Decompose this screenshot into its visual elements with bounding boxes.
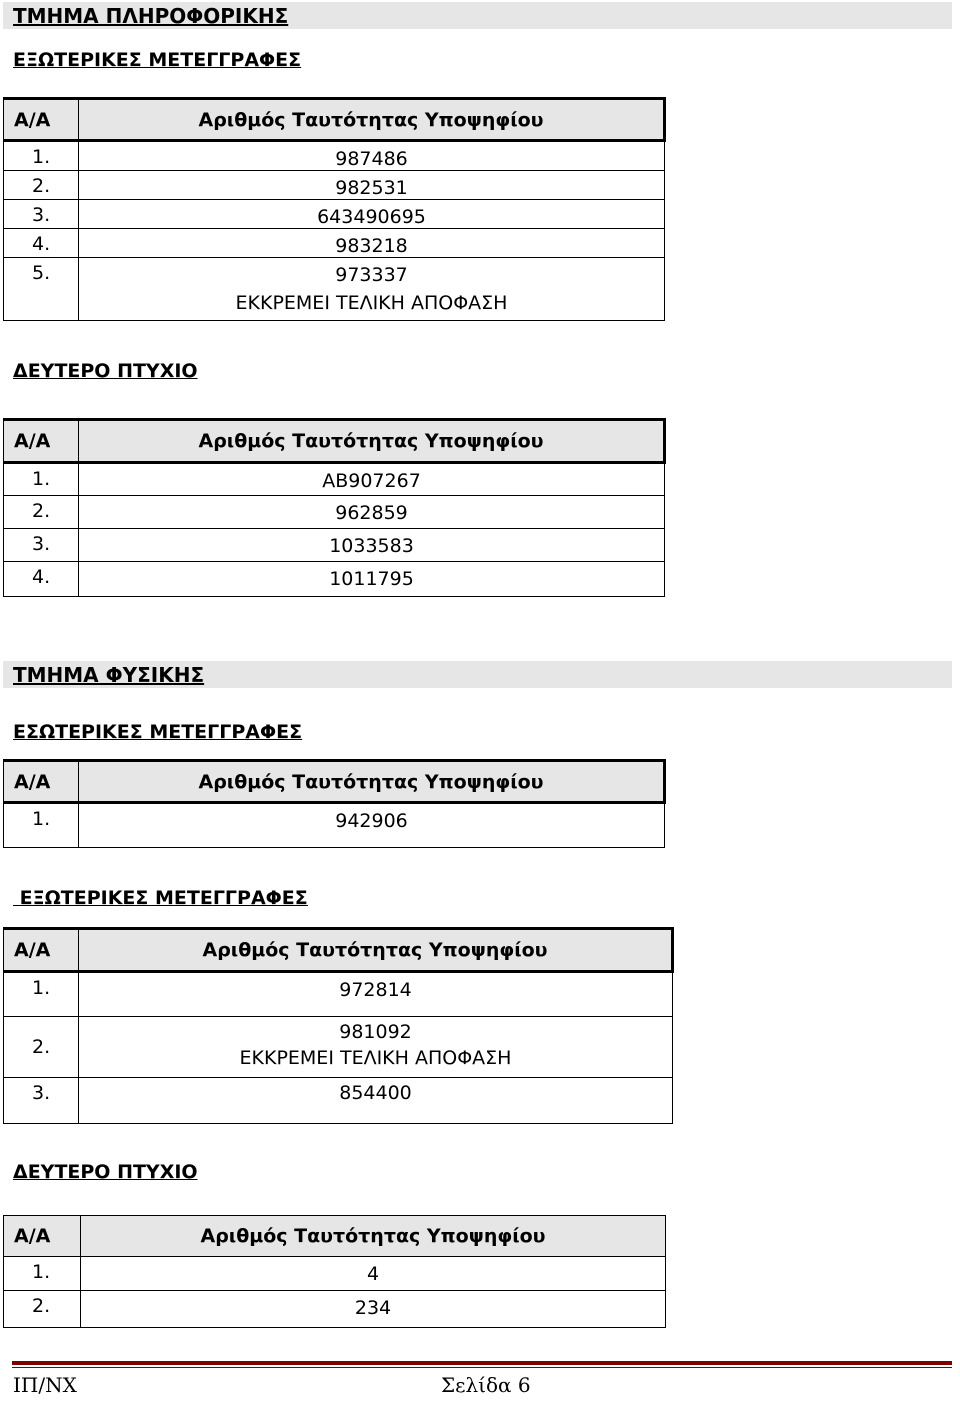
section-title-second-degree: ΔΕΥΤΕΡΟ ΠΤΥΧΙΟ — [13, 360, 198, 382]
section-title-second-degree: ΔΕΥΤΕΡΟ ΠΤΥΧΙΟ — [13, 1161, 198, 1183]
candidate-id: 973337 — [335, 264, 408, 286]
table-row — [4, 1291, 666, 1328]
table-row — [4, 258, 665, 321]
section-title-internal: ΕΣΩΤΕΡΙΚΕΣ ΜΕΤΕΓΓΡΑΦΕΣ — [13, 721, 303, 743]
col-header-id: Αριθμός Ταυτότητας Υποψηφίου — [79, 761, 665, 803]
section-title-external: ΕΞΩΤΕΡΙΚΕΣ ΜΕΤΕΓΓΡΑΦΕΣ — [13, 49, 302, 71]
department-title: ΤΜΗΜΑ ΦΥΣΙΚΗΣ — [3, 661, 952, 688]
candidate-id: 983218 — [79, 229, 665, 258]
row-number: 3. — [4, 200, 79, 229]
candidate-id: 942906 — [79, 803, 665, 848]
table-row — [4, 803, 665, 848]
col-header-aa: Α/Α — [4, 99, 79, 141]
candidate-cell — [79, 1017, 673, 1078]
row-number: 4. — [4, 562, 79, 597]
row-number: 1. — [4, 972, 79, 1017]
second-degree-table — [3, 1215, 666, 1328]
candidate-id: 1033583 — [79, 529, 665, 562]
candidate-id: 4 — [81, 1257, 666, 1291]
col-header-id: Αριθμός Ταυτότητας Υποψηφίου — [79, 929, 673, 972]
table-row — [4, 229, 665, 258]
table-row — [4, 200, 665, 229]
pending-decision-note: ΕΚΚΡΕΜΕΙ ΤΕΛΙΚΗ ΑΠΟΦΑΣΗ — [239, 1047, 512, 1069]
footer-rule — [12, 1361, 952, 1365]
row-number: 1. — [4, 1257, 81, 1291]
col-header-aa: Α/Α — [4, 929, 79, 972]
candidate-id: 962859 — [79, 496, 665, 529]
row-number: 4. — [4, 229, 79, 258]
col-header-aa: Α/Α — [4, 761, 79, 803]
table-row — [4, 1017, 673, 1078]
candidate-id: 234 — [81, 1291, 666, 1328]
footer-rule-thin — [12, 1367, 952, 1368]
row-number: 5. — [4, 258, 79, 321]
table-row — [4, 562, 665, 597]
row-number: 2. — [4, 171, 79, 200]
pending-decision-note: ΕΚΚΡΕΜΕΙ ΤΕΛΙΚΗ ΑΠΟΦΑΣΗ — [235, 292, 508, 314]
row-number: 1. — [4, 141, 79, 171]
candidate-id: 1011795 — [79, 562, 665, 597]
candidate-id: 643490695 — [79, 200, 665, 229]
row-number: 2. — [4, 496, 79, 529]
candidate-id: ΑΒ907267 — [79, 463, 665, 496]
section-title-external-text: ΕΞΩΤΕΡΙΚΕΣ ΜΕΤΕΓΓΡΑΦΕΣ — [19, 887, 308, 909]
col-header-aa: Α/Α — [4, 420, 79, 463]
second-degree-table — [3, 418, 666, 597]
candidate-id: 987486 — [79, 141, 665, 171]
table-row — [4, 1078, 673, 1124]
col-header-id: Αριθμός Ταυτότητας Υποψηφίου — [79, 99, 665, 141]
candidate-id: 972814 — [79, 972, 673, 1017]
table-row — [4, 171, 665, 200]
candidate-id: 854400 — [79, 1078, 673, 1124]
row-number: 1. — [4, 803, 79, 848]
candidate-id: 981092 — [339, 1021, 412, 1043]
table-row — [4, 972, 673, 1017]
footer-initials: ΙΠ/ΝΧ — [13, 1373, 77, 1397]
external-transfers-table — [3, 97, 666, 321]
candidate-cell — [79, 258, 665, 321]
table-row — [4, 141, 665, 171]
table-row — [4, 496, 665, 529]
row-number: 2. — [4, 1017, 79, 1078]
table-row — [4, 463, 665, 496]
row-number: 3. — [4, 1078, 79, 1124]
section-title-external — [13, 887, 308, 909]
page-number: Σελίδα 6 — [441, 1373, 531, 1397]
col-header-id: Αριθμός Ταυτότητας Υποψηφίου — [79, 420, 665, 463]
table-row — [4, 529, 665, 562]
candidate-id: 982531 — [79, 171, 665, 200]
col-header-aa: Α/Α — [4, 1216, 81, 1257]
department-title: ΤΜΗΜΑ ΠΛΗΡΟΦΟΡΙΚΗΣ — [3, 2, 952, 29]
row-number: 1. — [4, 463, 79, 496]
internal-transfers-table — [3, 759, 666, 848]
row-number: 3. — [4, 529, 79, 562]
external-transfers-table — [3, 927, 674, 1124]
row-number: 2. — [4, 1291, 81, 1328]
table-row — [4, 1257, 666, 1291]
col-header-id: Αριθμός Ταυτότητας Υποψηφίου — [81, 1216, 666, 1257]
